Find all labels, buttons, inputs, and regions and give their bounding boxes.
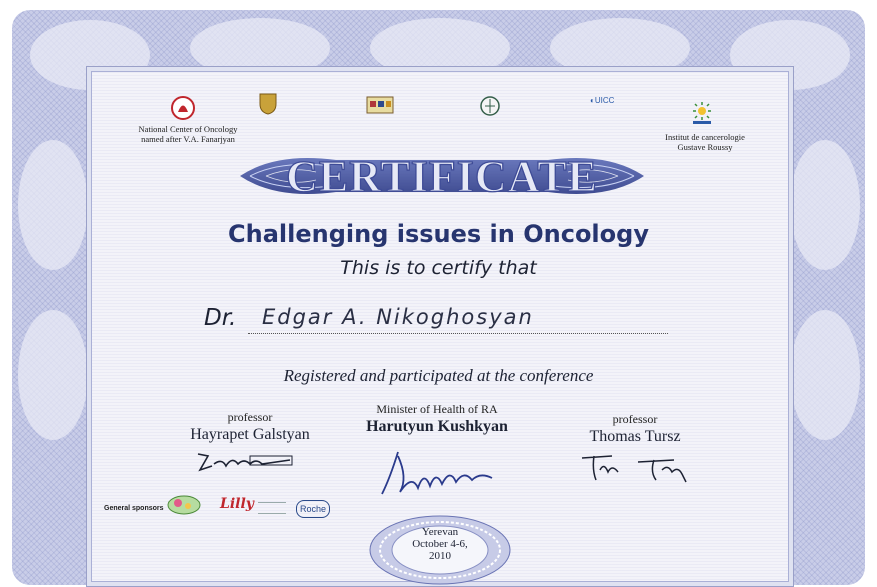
- signatory-right-role: professor: [612, 412, 658, 426]
- banner-title: CERTIFICATE: [286, 152, 598, 201]
- sponsor-logo-green: [166, 494, 202, 516]
- certificate-banner: [236, 148, 648, 204]
- signatory-center-role: Minister of Health of RA: [376, 402, 498, 416]
- seal-city: Yerevan: [421, 526, 459, 538]
- ministry-logo: [366, 96, 394, 114]
- signature-center: [368, 448, 508, 498]
- university-logo: [480, 94, 500, 118]
- signature-right: [578, 450, 698, 486]
- scallop-ornament: [18, 140, 88, 270]
- sponsor-lilly: Lilly: [220, 496, 254, 512]
- left-caption-line2: named after V.A. Fanarjyan: [141, 134, 235, 144]
- seal-year: 2010: [429, 550, 451, 562]
- uicc-label: UICC: [594, 96, 615, 105]
- scallop-ornament: [790, 140, 860, 270]
- right-caption-line1: Institut de cancerologie: [665, 132, 745, 142]
- signatory-right-name: Thomas Tursz: [589, 428, 681, 445]
- recipient-name: Edgar A. Nikoghosyan: [262, 305, 534, 329]
- coat-of-arms-logo: [258, 92, 278, 116]
- sponsor-roche: Roche: [296, 500, 330, 518]
- certify-statement: This is to certify that: [340, 257, 537, 279]
- gustave-roussy-logo: [690, 100, 714, 126]
- uicc-logo: [590, 96, 614, 105]
- sponsor-logo-small: [258, 502, 286, 514]
- conference-seal: [368, 510, 512, 585]
- left-organizer-caption: [118, 124, 258, 144]
- name-underline: [248, 332, 668, 334]
- conference-title: Challenging issues in Oncology: [228, 220, 649, 248]
- signature-left: [192, 448, 302, 478]
- oncology-center-logo: [170, 95, 196, 121]
- recipient-prefix: Dr.: [204, 305, 237, 331]
- sponsors-label: General sponsors: [104, 505, 164, 512]
- signatory-left-name: Hayrapet Galstyan: [190, 426, 310, 443]
- right-caption-line2: Gustave Roussy: [677, 142, 733, 152]
- right-organizer-caption: [640, 132, 770, 152]
- participation-statement: Registered and participated at the conference: [283, 366, 594, 385]
- signatory-center-name: Harutyun Kushkyan: [366, 418, 508, 435]
- signatory-left-role: professor: [227, 410, 273, 424]
- uicc-icon: ◐: [590, 96, 595, 105]
- seal-dates: October 4-6,: [412, 538, 468, 550]
- left-caption-line1: National Center of Oncology: [138, 124, 238, 134]
